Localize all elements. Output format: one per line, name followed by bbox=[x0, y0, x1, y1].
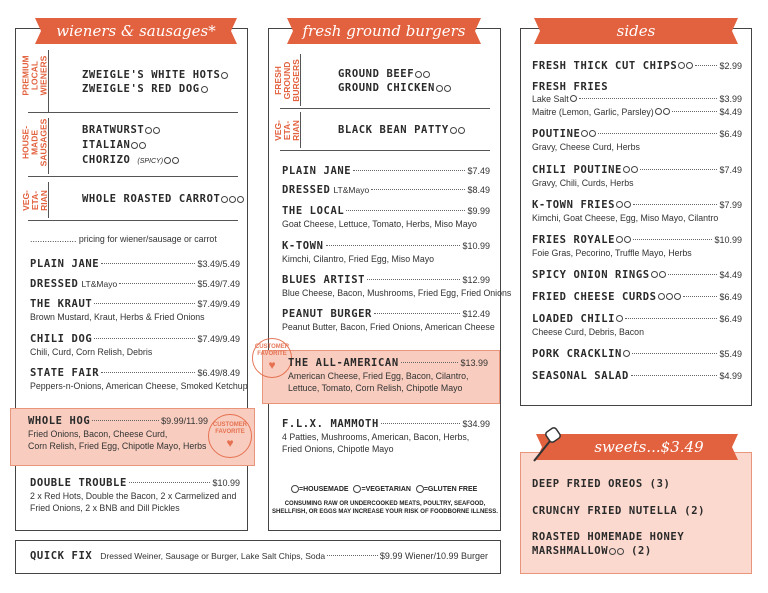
side-pork-cracklin: PORK CRACKLIN $5.49 bbox=[532, 348, 742, 360]
side-poutine: POUTINE $6.49 bbox=[532, 128, 742, 140]
burger-plain-jane: PLAIN JANE $7.49 bbox=[282, 165, 490, 177]
italian: ITALIAN bbox=[82, 139, 146, 151]
burger-dressed: DRESSED LT&Mayo $8.49 bbox=[282, 184, 490, 196]
quick-fix: QUICK FIX Dressed Weiner, Sausage or Burger, Lake Salt Chips, Soda $9.99 Wiener/10.99 Burger bbox=[30, 550, 488, 562]
tag-premium: PREMIUM LOCAL WIENERS bbox=[20, 54, 49, 96]
sides-title: sides bbox=[545, 18, 727, 44]
whole-roasted-carrot: WHOLE ROASTED CARROT bbox=[82, 193, 244, 205]
burgers-title: fresh ground burgers bbox=[298, 18, 470, 44]
side-fries-royale: FRIES ROYALE $10.99 bbox=[532, 234, 742, 246]
zweigle-red-dog: ZWEIGLE'S RED DOG bbox=[82, 83, 208, 95]
wiener-the-kraut: THE KRAUT $7.49/9.49 bbox=[30, 298, 240, 310]
wieners-title: wieners & sausages* bbox=[46, 18, 226, 44]
diet-legend: =HOUSEMADE =VEGETARIAN =GLUTEN FREE bbox=[290, 485, 480, 493]
chorizo: CHORIZO (SPICY) bbox=[82, 154, 179, 166]
wiener-dressed: DRESSED LT&Mayo $5.49/7.49 bbox=[30, 278, 240, 290]
customer-favorite-stamp: CUSTOMER FAVORITE ♥ bbox=[208, 414, 252, 458]
customer-favorite-stamp-2: CUSTOMER FAVORITE ♥ bbox=[252, 338, 292, 378]
tag-veg: VEG- ETA- RIAN bbox=[20, 189, 49, 211]
burger-all-american: THE ALL-AMERICAN $13.99 bbox=[288, 357, 488, 369]
wiener-plain-jane: PLAIN JANE $3.49/5.49 bbox=[30, 258, 240, 270]
side-onion-rings: SPICY ONION RINGS $4.49 bbox=[532, 269, 742, 281]
burger-peanut: PEANUT BURGER $12.49 bbox=[282, 308, 490, 320]
tag-house: HOUSE- MADE SAUSAGES bbox=[20, 118, 49, 166]
ground-chicken: GROUND CHICKEN bbox=[338, 82, 451, 94]
side-fresh-fries: FRESH FRIES bbox=[532, 81, 609, 93]
side-cheese-curds: FRIED CHEESE CURDS $6.49 bbox=[532, 291, 742, 303]
side-chips: FRESH THICK CUT CHIPS $2.99 bbox=[532, 60, 742, 72]
wiener-double-trouble: DOUBLE TROUBLE $10.99 bbox=[30, 477, 240, 489]
side-chili-poutine: CHILI POUTINE $7.49 bbox=[532, 164, 742, 176]
fries-lake-salt: Lake Salt $3.99 bbox=[532, 94, 742, 104]
side-loaded-chili: LOADED CHILI $6.49 bbox=[532, 313, 742, 325]
ground-beef: GROUND BEEF bbox=[338, 68, 430, 80]
tag-veg-burger: VEG- ETA- RIAN bbox=[272, 119, 301, 141]
tag-fresh: FRESH GROUND BURGERS bbox=[272, 58, 301, 102]
sweet-marshmallow-line2: MARSHMALLOW (2) bbox=[532, 545, 652, 557]
side-seasonal-salad: SEASONAL SALAD $4.99 bbox=[532, 370, 742, 382]
burger-k-town: K-TOWN $10.99 bbox=[282, 240, 490, 252]
zweigle-white-hots: ZWEIGLE'S WHITE HOTS bbox=[82, 69, 228, 81]
food-warning: CONSUMING RAW OR UNDERCOOKED MEATS, POULTRY, SEAFOOD, SHELLFISH, OR EGGS MAY INCREASE YOUR RISK OF FOODBORNE ILLNESS. bbox=[272, 501, 498, 515]
wiener-chili-dog: CHILI DOG $7.49/9.49 bbox=[30, 333, 240, 345]
marshmallow-stick-icon bbox=[530, 425, 562, 465]
wiener-whole-hog: WHOLE HOG $9.99/11.99 bbox=[28, 415, 208, 427]
side-k-town-fries: K-TOWN FRIES $7.99 bbox=[532, 199, 742, 211]
black-bean-patty: BLACK BEAN PATTY bbox=[338, 124, 465, 136]
burger-mammoth: F.L.X. MAMMOTH $34.99 bbox=[282, 418, 490, 430]
wiener-state-fair: STATE FAIR $6.49/8.49 bbox=[30, 367, 240, 379]
burger-the-local: THE LOCAL $9.99 bbox=[282, 205, 490, 217]
sweets-title: sweets...$3.49 bbox=[547, 434, 727, 460]
bratwurst: BRATWURST bbox=[82, 124, 160, 136]
sweet-oreos: DEEP FRIED OREOS (3) bbox=[532, 478, 671, 490]
pricing-note: ................... pricing for wiener/sausage or carrot bbox=[30, 234, 217, 244]
sweet-marshmallow: ROASTED HOMEMADE HONEY bbox=[532, 531, 685, 543]
burger-blues-artist: BLUES ARTIST $12.99 bbox=[282, 274, 490, 286]
fries-maitre: Maitre (Lemon, Garlic, Parsley) $4.49 bbox=[532, 107, 742, 117]
sweet-nutella: CRUNCHY FRIED NUTELLA (2) bbox=[532, 505, 706, 517]
